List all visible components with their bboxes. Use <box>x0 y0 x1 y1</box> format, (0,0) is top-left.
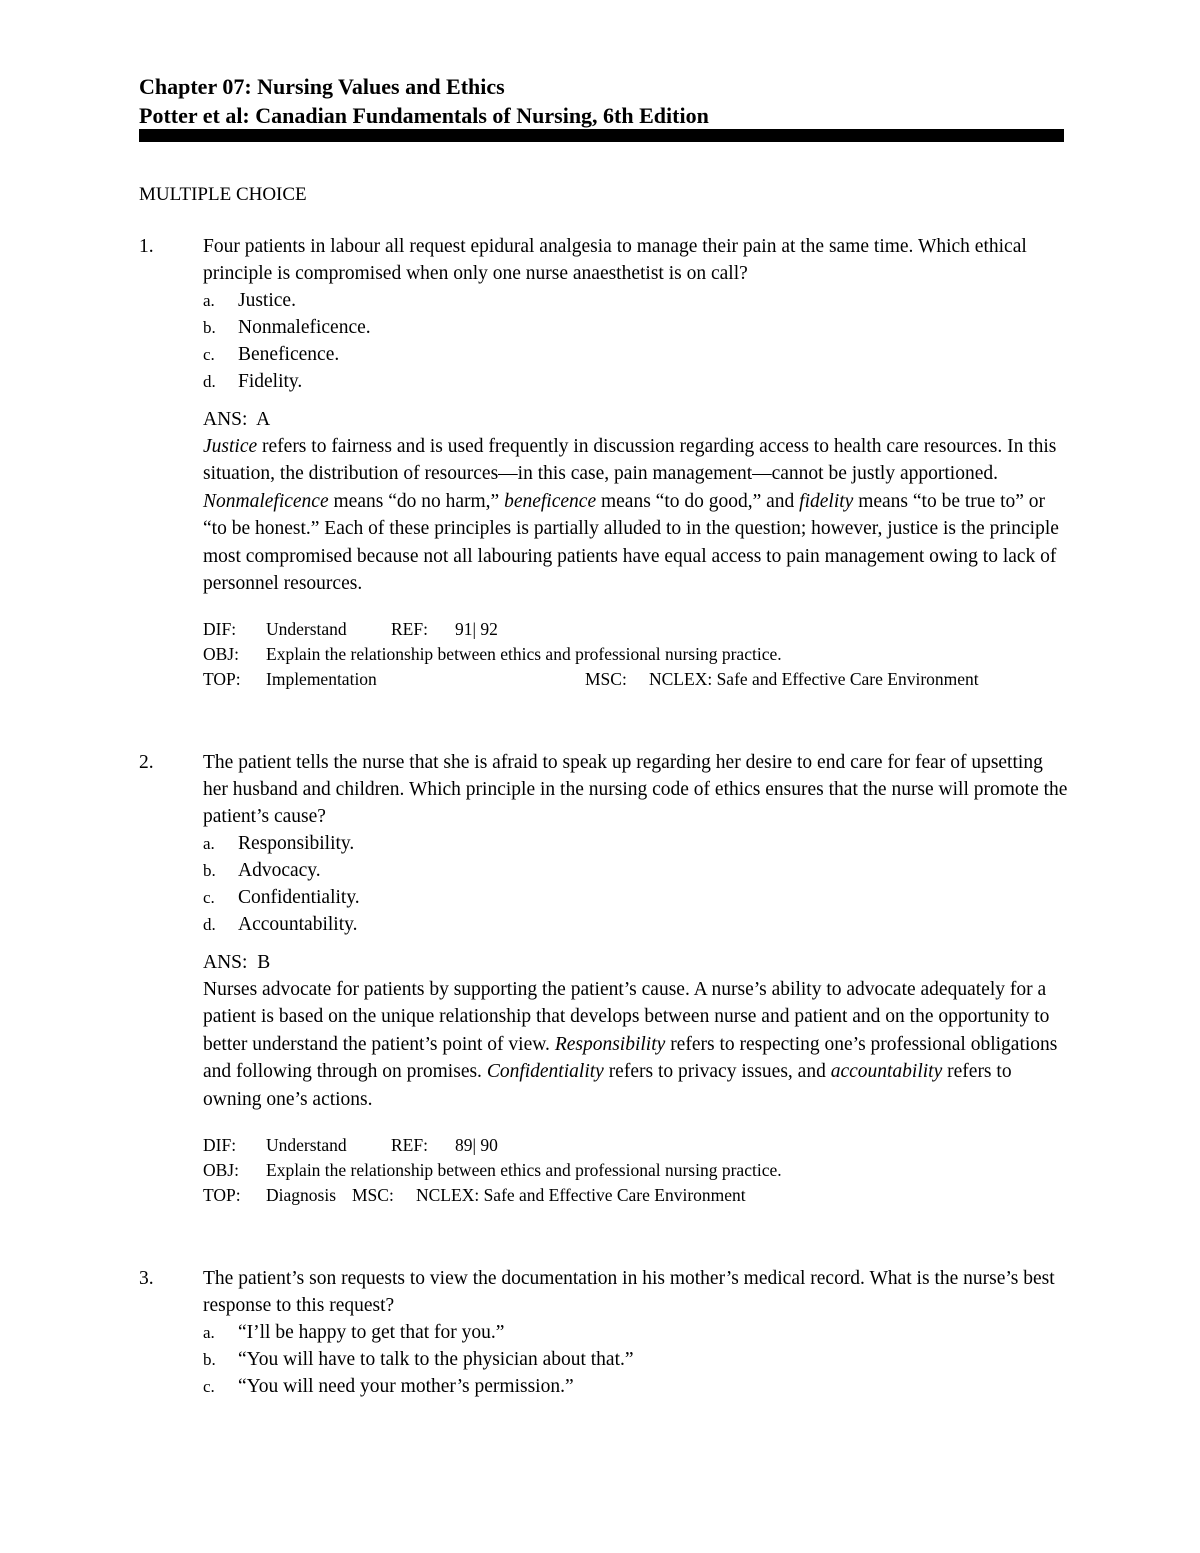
option-letter: a. <box>203 291 215 310</box>
obj-label: OBJ: <box>203 644 239 665</box>
question-text: Four patients in labour all request epidural analgesia to manage their pain at the same time. Which ethical principle is compromised when only one nurse anaesthetist is on call? <box>203 236 1027 284</box>
rationale-term: accountability <box>830 1061 943 1083</box>
option-letter: c. <box>203 1377 215 1396</box>
option-c <box>203 884 1069 911</box>
rationale-text: refers to privacy issues, and <box>603 1061 831 1083</box>
answer-line <box>203 406 1069 433</box>
ref-value: 91| 92 <box>455 619 498 640</box>
top-label: TOP: <box>203 1185 241 1206</box>
dif-label: DIF: <box>203 1135 237 1156</box>
question-text: The patient’s son requests to view the documentation in his mother’s medical record. What is the nurse’s best response to this request? <box>203 1268 1055 1316</box>
ref-value: 89| 90 <box>455 1135 498 1156</box>
question-2 <box>139 749 1069 1208</box>
rationale-text: means “to be true to” or “to be honest.” Each of these principles is partially alluded to in the question; however, justice is the principle most compromised because not all labouring patients have equal access to pain management owing to lack of personnel resources. <box>203 490 1059 595</box>
option-letter: b. <box>203 861 216 880</box>
answer-label: ANS: <box>203 952 248 973</box>
option-a <box>203 830 1069 857</box>
rationale-term: beneficence <box>504 490 597 512</box>
option-b <box>203 857 1069 884</box>
rationale-term: Nonmaleficence <box>203 490 329 512</box>
dif-value: Understand <box>266 1135 347 1156</box>
option-letter: c. <box>203 888 215 907</box>
answer-label: ANS: <box>203 409 248 430</box>
option-letter: b. <box>203 1350 216 1369</box>
dif-label: DIF: <box>203 619 237 640</box>
rationale-text: Nurses advocate for patients by supporting the patient’s cause. A nurse’s ability to advocate adequately for a patient is based on the unique relationship that develops between nurse and patient and on the opportunity to better understand the patient’s point of view. <box>203 979 1050 1055</box>
option-letter: c. <box>203 345 215 364</box>
question-text: The patient tells the nurse that she is afraid to speak up regarding her desire to end care for fear of upsetting her husband and children. Which principle in the nursing code of ethics ensures that the nurse will promote the patient’s cause? <box>203 752 1068 827</box>
rationale-term: fidelity <box>799 490 854 512</box>
option-c <box>203 341 1069 368</box>
msc-value: NCLEX: Safe and Effective Care Environment <box>416 1185 746 1206</box>
option-text: “You will have to talk to the physician about that.” <box>238 1349 634 1370</box>
option-d <box>203 911 1069 938</box>
question-metadata <box>203 617 1069 692</box>
ref-label: REF: <box>391 1135 428 1156</box>
msc-value: NCLEX: Safe and Effective Care Environment <box>649 669 979 690</box>
top-value: Diagnosis <box>266 1185 336 1206</box>
obj-value: Explain the relationship between ethics and professional nursing practice. <box>266 1160 782 1181</box>
rationale-text: refers to fairness and is used frequently in discussion regarding access to health care resources. In this situation, the distribution of resources—in this case, pain management—cannot be justly apportioned. <box>203 436 1057 485</box>
top-value: Implementation <box>266 669 377 690</box>
option-b <box>203 314 1069 341</box>
rationale-term: Responsibility <box>554 1033 666 1055</box>
obj-label: OBJ: <box>203 1160 239 1181</box>
rationale <box>203 976 1069 1113</box>
rationale-text: refers to respecting one’s professional obligations and following through on promises. <box>203 1033 1058 1083</box>
option-text: Accountability. <box>238 914 358 935</box>
option-b <box>203 1346 1069 1373</box>
answer-value: A <box>256 409 271 430</box>
rationale-text: means “do no harm,” <box>328 490 505 512</box>
question-metadata <box>203 1133 1069 1208</box>
option-text: Responsibility. <box>238 833 355 854</box>
option-a <box>203 287 1069 314</box>
option-letter: d. <box>203 372 216 391</box>
option-text: “I’ll be happy to get that for you.” <box>238 1322 505 1343</box>
question-number: 1. <box>139 236 154 257</box>
dif-value: Understand <box>266 619 347 640</box>
question-number: 2. <box>139 752 154 773</box>
option-a <box>203 1319 1069 1346</box>
option-text: Beneficence. <box>238 344 340 365</box>
section-heading: MULTIPLE CHOICE <box>139 184 307 205</box>
option-d <box>203 368 1069 395</box>
options-list <box>203 1319 1069 1400</box>
options-list <box>203 287 1069 395</box>
question-1 <box>139 233 1069 692</box>
option-letter: d. <box>203 915 216 934</box>
option-letter: a. <box>203 1323 215 1342</box>
rationale-text: means “to do good,” and <box>596 490 800 512</box>
option-letter: b. <box>203 318 216 337</box>
question-number: 3. <box>139 1268 154 1289</box>
option-text: Nonmaleficence. <box>238 317 371 338</box>
options-list <box>203 830 1069 938</box>
option-c <box>203 1373 1069 1400</box>
option-text: Fidelity. <box>238 371 303 392</box>
msc-label: MSC: <box>585 669 627 690</box>
question-3 <box>139 1265 1069 1400</box>
rationale-text: refers to owning one’s actions. <box>203 1061 1012 1110</box>
option-text: Confidentiality. <box>238 887 360 908</box>
top-label: TOP: <box>203 669 241 690</box>
msc-label: MSC: <box>352 1185 394 1206</box>
rationale-term: Justice <box>203 436 258 457</box>
chapter-title: Chapter 07: Nursing Values and Ethics <box>139 74 505 99</box>
header-rule <box>139 129 1064 142</box>
option-text: Justice. <box>238 290 296 311</box>
option-text: Advocacy. <box>238 860 321 881</box>
ref-label: REF: <box>391 619 428 640</box>
answer-line <box>203 949 1069 976</box>
option-letter: a. <box>203 834 215 853</box>
book-title: Potter et al: Canadian Fundamentals of Nursing, 6th Edition <box>139 103 709 128</box>
option-text: “You will need your mother’s permission.” <box>238 1376 574 1397</box>
rationale <box>203 433 1069 597</box>
answer-value: B <box>257 952 271 973</box>
rationale-term: Confidentiality <box>486 1061 604 1083</box>
obj-value: Explain the relationship between ethics and professional nursing practice. <box>266 644 782 665</box>
